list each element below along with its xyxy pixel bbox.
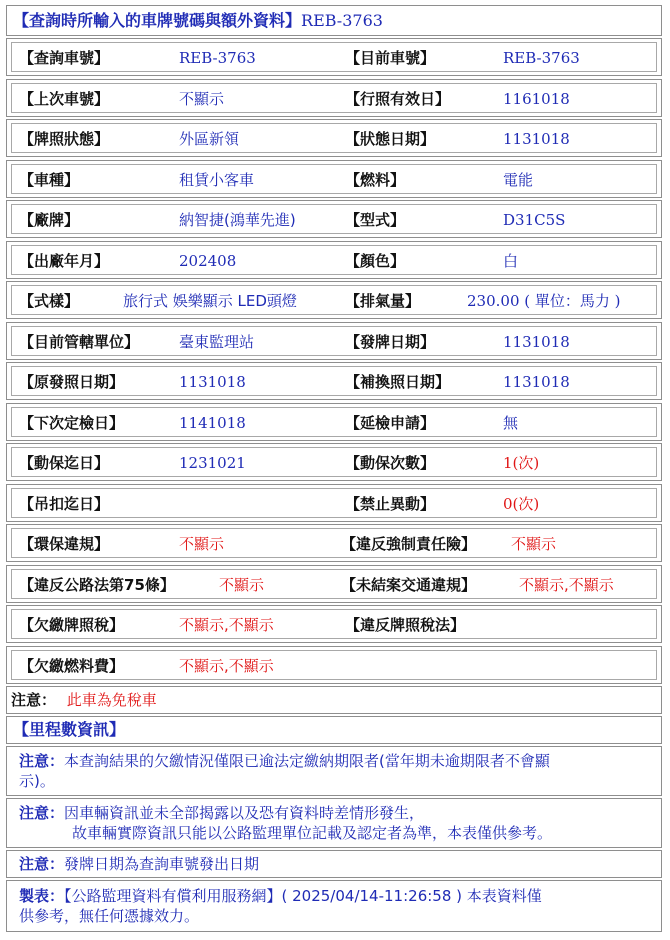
field-label: 【廠牌】 [19,211,80,229]
footer-box [6,880,662,932]
field-label: 【顏色】 [345,252,406,270]
field-label: 【出廠年月】 [19,252,110,270]
tax-note-key: 注意： [11,691,57,709]
note-box-1 [6,746,662,796]
note-3-key: 注意： [19,855,65,873]
tax-note [11,690,157,710]
field-label: 【違反公路法第75條】 [19,576,175,594]
field-value: 不顯示 [219,576,265,594]
field-label: 【式樣】 [19,292,80,310]
field-label: 【牌照狀態】 [19,130,110,148]
field-value: 1(次) [503,454,540,472]
field-label: 【補換照日期】 [345,373,451,391]
detail-row [6,160,662,198]
detail-row [6,484,662,522]
field-value: REB-3763 [179,49,256,67]
note-box-2 [6,798,662,848]
page-title-plate: REB-3763 [301,11,383,30]
note-1-line1: 本查詢結果的欠繳情況僅限已逾法定繳納期限者(當年期未逾期限者不會顯 [64,752,550,770]
field-label: 【原發照日期】 [19,373,125,391]
field-value: 旅行式 娛樂顯示 LED頭燈 [123,292,297,310]
field-value: 1141018 [179,414,246,432]
field-label: 【欠繳燃料費】 [19,657,125,675]
field-value: 不顯示,不顯示 [519,576,614,594]
field-value: 不顯示,不顯示 [179,616,274,634]
field-label: 【狀態日期】 [345,130,436,148]
field-label: 【上次車號】 [19,90,110,108]
field-label: 【吊扣迄日】 [19,495,110,513]
field-label: 【型式】 [345,211,406,229]
field-label: 【動保迄日】 [19,454,110,472]
detail-row [6,403,662,441]
detail-row [6,605,662,643]
field-label: 【查詢車號】 [19,49,110,67]
note-2-line2: 故車輛實際資訊只能以公路監理單位記載及認定者為準，本表僅供參考。 [72,824,553,842]
note-3-line1: 發牌日期為查詢車號發出日期 [64,855,260,873]
page-title [13,11,383,31]
field-label: 【動保次數】 [345,454,436,472]
field-value: D31C5S [503,211,566,229]
field-label: 【違反強制責任險】 [341,535,477,553]
field-label: 【未結案交通違規】 [341,576,477,594]
field-value: 1131018 [503,373,570,391]
detail-row [6,119,662,157]
field-value: 不顯示 [179,535,225,553]
note-2 [19,803,651,843]
field-value: 1131018 [503,130,570,148]
detail-row [6,79,662,117]
detail-row [6,443,662,481]
note-1-key: 注意： [19,752,65,770]
field-label: 【違反牌照稅法】 [345,616,466,634]
field-label: 【欠繳牌照稅】 [19,616,125,634]
field-label: 【下次定檢日】 [19,414,125,432]
detail-row [6,524,662,562]
note-1 [19,751,651,791]
field-value: 1161018 [503,90,570,108]
note-2-key: 注意： [19,804,65,822]
detail-row [6,241,662,279]
field-label: 【禁止異動】 [345,495,436,513]
field-value: 不顯示 [511,535,557,553]
field-value: 無 [503,414,519,432]
detail-row-frame [11,164,657,194]
mileage-title: 【里程數資訊】 [13,720,126,739]
field-value: 0(次) [503,495,540,513]
footer [19,886,651,926]
field-label: 【環保違規】 [19,535,110,553]
detail-row [6,200,662,238]
field-value: 白 [503,252,519,270]
note-box-3 [6,850,662,878]
field-value: 臺東監理站 [179,333,255,351]
field-value: 不顯示 [179,90,225,108]
note-3 [19,854,651,874]
field-label: 【延檢申請】 [345,414,436,432]
field-value: 202408 [179,252,237,270]
field-value: 不顯示,不顯示 [179,657,274,675]
field-value: 1131018 [179,373,246,391]
field-label: 【目前管轄單位】 [19,333,140,351]
field-value: 1131018 [503,333,570,351]
footer-line1: 【公路監理資料有償利用服務網】( 2025/04/14-11:26:58 ) 本表資料僅 [64,887,542,905]
note-1-line2: 示)。 [19,772,55,790]
field-label: 【燃料】 [345,171,406,189]
tax-note-value: 此車為免稅車 [66,691,157,709]
header-box [6,5,662,36]
field-value: 外區新領 [179,130,240,148]
detail-row [6,646,662,684]
field-value: 1231021 [179,454,246,472]
page-title-text: 【查詢時所輸入的車牌號碼與額外資料】 [13,11,302,30]
tax-note-box [6,686,662,714]
note-2-line1: 因車輛資訊並未全部揭露以及恐有資料時差情形發生， [64,804,425,822]
footer-key: 製表： [19,887,65,905]
field-value: 230.00 ( 單位：馬力 ) [467,292,621,310]
field-label: 【排氣量】 [345,292,421,310]
detail-row [6,362,662,400]
field-value: REB-3763 [503,49,580,67]
detail-row [6,565,662,603]
field-label: 【目前車號】 [345,49,436,67]
field-value: 電能 [503,171,534,189]
detail-row [6,322,662,360]
field-value: 租賃小客車 [179,171,255,189]
field-label: 【車種】 [19,171,80,189]
detail-row [6,281,662,319]
field-value: 納智捷(鴻華先進) [179,211,296,229]
field-label: 【發牌日期】 [345,333,436,351]
field-label: 【行照有效日】 [345,90,451,108]
footer-line2: 供參考，無任何憑據效力。 [19,907,200,925]
detail-row [6,38,662,76]
mileage-box [6,716,662,744]
